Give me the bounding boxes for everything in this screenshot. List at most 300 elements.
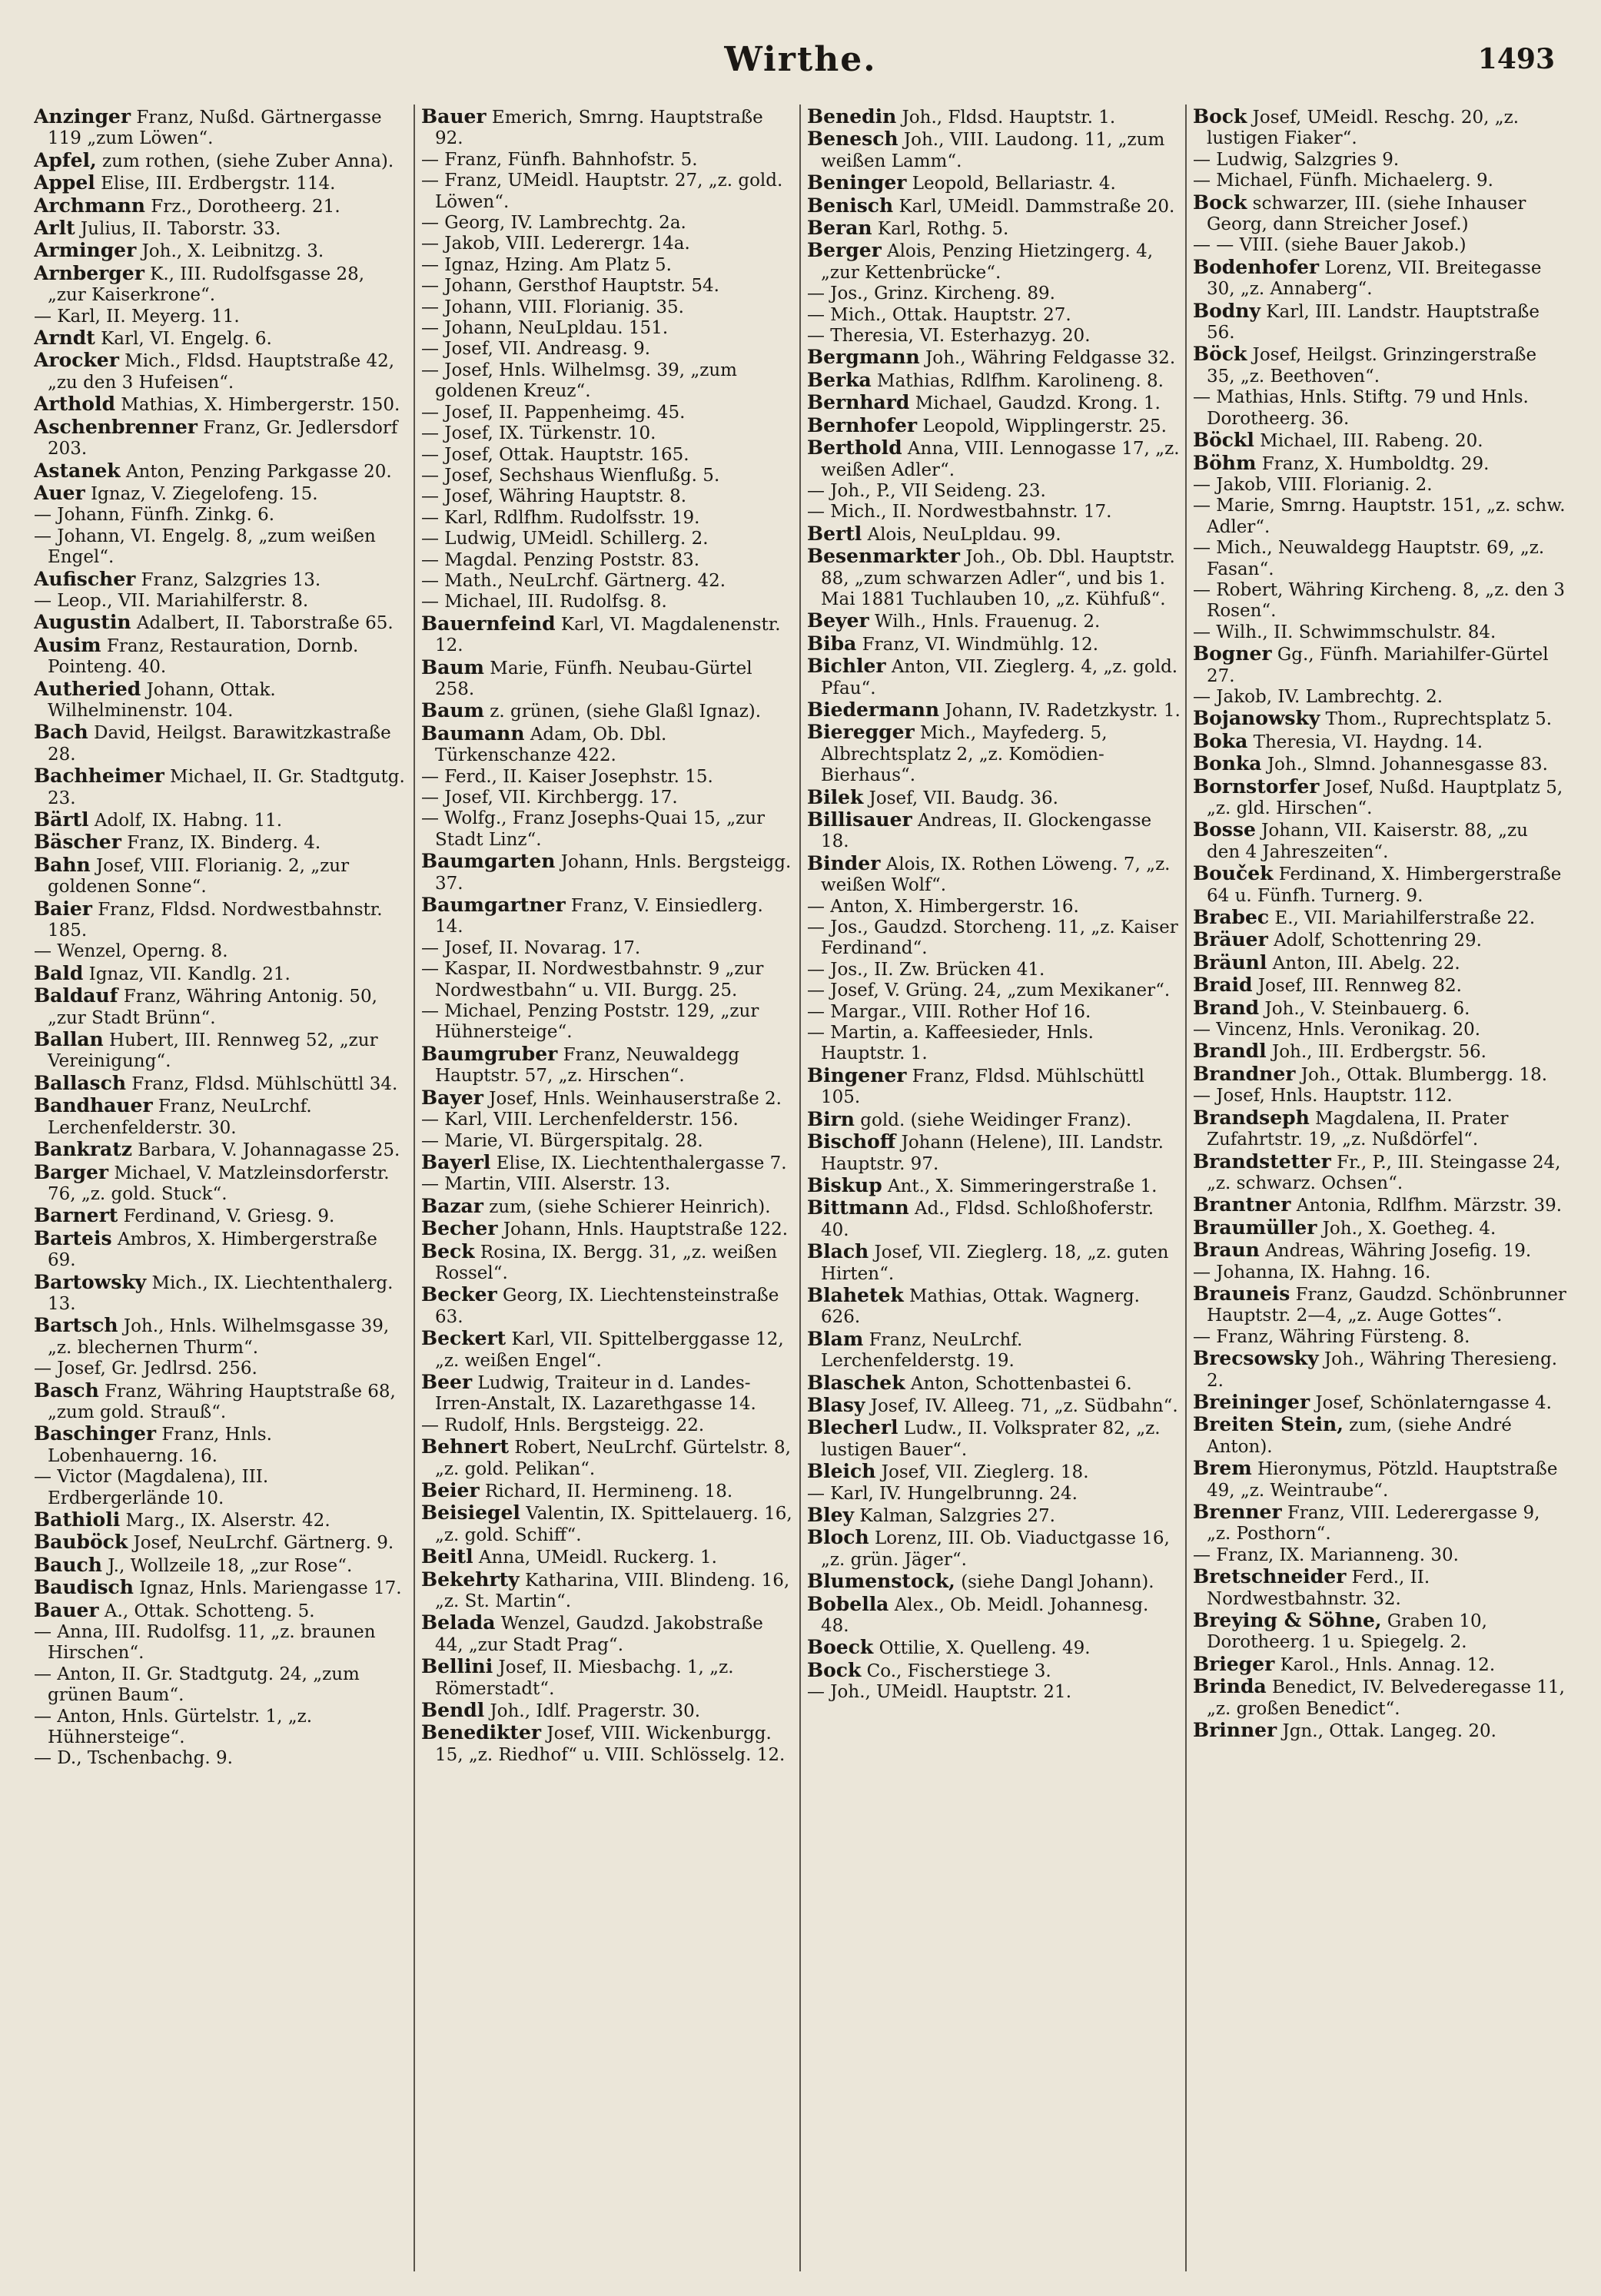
entry-name: Baumgartner <box>421 894 566 917</box>
entry-name: Beisiegel <box>421 1501 520 1525</box>
entry-details: Franz Josephs-Quai 15, „zur Stadt Linz“. <box>435 808 766 850</box>
directory-entry <box>34 569 407 591</box>
entry-name: Belada <box>421 1611 496 1634</box>
entry-details: Hnls. Hauptstr. 112. <box>1264 1086 1453 1107</box>
directory-entry <box>421 1656 795 1700</box>
entry-details: Franz, Hnls. Lobenhauerng. 16. <box>48 1425 272 1466</box>
directory-entry <box>421 360 795 403</box>
directory-entry <box>421 106 795 150</box>
directory-entry <box>807 787 1181 809</box>
entry-name: Apfel, <box>34 148 97 171</box>
entry-details: E., VII. Mariahilferstraße 22. <box>1269 908 1536 929</box>
entry-name: Becker <box>421 1283 497 1306</box>
entry-name: — Johann, <box>421 318 513 339</box>
directory-entry <box>1193 106 1566 150</box>
entry-details: a. Kaffeesieder, Hnls. Hauptstr. 1. <box>821 1023 1094 1064</box>
directory-entry <box>807 217 1181 240</box>
directory-entry <box>1193 907 1566 929</box>
entry-details: Joh., Ob. Dbl. Hauptstr. 88, „zum schwarzen Adler“, und bis 1. Mai 1881 Tuchlauben 10, „z. Kühfuß“. <box>821 547 1175 609</box>
entry-details: Johann (Helene), III. Landstr. Hauptstr. 97. <box>821 1133 1164 1174</box>
directory-entry <box>421 508 795 529</box>
directory-entry <box>1193 687 1566 708</box>
directory-entry <box>1193 1063 1566 1086</box>
directory-entry <box>421 938 795 959</box>
directory-entry <box>1193 171 1566 191</box>
directory-entry <box>807 1065 1181 1109</box>
directory-entry <box>1193 1040 1566 1063</box>
entry-details: Mathias, Rdlfhm. Karolineng. 8. <box>871 370 1164 391</box>
entry-name: Bazar <box>421 1194 483 1217</box>
entry-details: Franz, X. Humboldtg. 29. <box>1256 453 1490 474</box>
entry-details: Joh., III. Erdbergstr. 56. <box>1266 1042 1486 1063</box>
directory-entry <box>421 1612 795 1656</box>
entry-details: UMeidl. Hauptstr. 27, „z. gold. Löwen“. <box>435 171 783 212</box>
directory-entry <box>807 655 1181 699</box>
entry-details: Gersthof Hauptstr. 54. <box>512 276 719 297</box>
entry-details: Gr. Jedlrsd. 256. <box>105 1359 257 1379</box>
entry-name: — Josef, <box>421 360 493 380</box>
directory-entry <box>807 370 1181 392</box>
entry-details: Anton, Schottenbastei 6. <box>905 1373 1132 1394</box>
entry-name: Becher <box>421 1217 498 1240</box>
directory-entry <box>34 765 407 809</box>
entry-name: Blaschek <box>807 1371 905 1394</box>
directory-entry <box>807 240 1181 284</box>
entry-name: Bonka <box>1193 752 1262 775</box>
entry-details: II. Nordwestbahnstr. 17. <box>886 502 1112 523</box>
directory-entry <box>421 1152 795 1174</box>
directory-entry <box>807 195 1181 217</box>
directory-entry <box>807 284 1181 304</box>
directory-entry <box>421 255 795 276</box>
entry-name: Bandhauer <box>34 1094 153 1117</box>
entry-name: Bräuer <box>1193 928 1268 951</box>
entry-details: Josef, VII. Zieglerg. 18. <box>875 1462 1089 1483</box>
entry-name: — Mich., <box>807 502 887 523</box>
entry-details: Fr., P., III. Steingasse 24, „z. schwarz. Ochsen“. <box>1207 1152 1561 1193</box>
entry-details: gold. (siehe Weidinger Franz). <box>854 1110 1132 1130</box>
entry-details: Salzgries 9. <box>1288 149 1400 170</box>
entry-details: Franz, Restauration, Dornb. Pointeng. 40. <box>48 635 359 678</box>
entry-details: Ignaz, VII. Kandlg. 21. <box>83 964 291 984</box>
entry-name: — Marie, <box>1193 496 1275 516</box>
directory-entry <box>34 195 407 217</box>
entry-details: NeuLrchf. Gärtnerg. 42. <box>503 570 726 591</box>
entry-details: Gg., Fünfh. Mariahilfer-Gürtel 27. <box>1207 645 1549 686</box>
directory-entry <box>421 788 795 808</box>
directory-entry <box>807 1417 1181 1461</box>
entry-name: — Margar., <box>807 1001 908 1022</box>
entry-name: — Ignaz, <box>421 254 500 275</box>
entry-details: Elise, IX. Liechtenthalergasse 7. <box>490 1153 787 1173</box>
directory-entry <box>421 592 795 612</box>
entry-details: Ferdinand, X. Himbergerstraße 64 u. Fünfh. Turnerg. 9. <box>1207 864 1562 906</box>
directory-entry <box>34 307 407 327</box>
entry-name: Benedin <box>807 106 897 128</box>
entry-name: Bald <box>34 961 84 984</box>
directory-entry <box>807 633 1181 655</box>
entry-details: Karl, VI. Engelg. 6. <box>95 329 272 350</box>
entry-details: Magdalena, II. Prater Zufahrtstr. 19, „z. Nußdörfel“. <box>1207 1108 1509 1150</box>
directory-entry <box>1193 453 1566 475</box>
entry-name: — — <box>1193 235 1234 256</box>
entry-name: — Johann, <box>421 276 513 297</box>
entry-details: Ignaz, V. Ziegelofeng. 15. <box>85 483 318 504</box>
entry-details: Josef, II. Miesbachg. 1, „z. Römerstadt“. <box>435 1657 734 1699</box>
entry-details: Josef, VIII. Florianig. 2, „zur goldenen Sonne“. <box>48 855 350 897</box>
directory-entry <box>421 213 795 234</box>
entry-details: (Magdalena), III. Erdbergerlände 10. <box>48 1467 269 1508</box>
entry-name: Appel <box>34 171 95 194</box>
entry-name: Arlt <box>34 217 75 240</box>
entry-name: — Jos., <box>807 917 869 938</box>
column-2 <box>421 106 795 1766</box>
entry-details: zum, (siehe André Anton). <box>1207 1415 1512 1457</box>
directory-entry <box>421 1218 795 1240</box>
directory-entry <box>34 1748 407 1769</box>
entry-name: Bauernfeind <box>421 612 556 635</box>
directory-entry <box>807 1505 1181 1527</box>
directory-entry <box>807 699 1181 722</box>
directory-entry <box>34 635 407 679</box>
directory-entry <box>421 1196 795 1218</box>
entry-details: Smrng. Hauptstr. 151, „z. schw. Adler“. <box>1207 496 1566 537</box>
entry-details: IV. Lambrechtg. 2. <box>1272 686 1443 707</box>
entry-details: Mich., Fldsd. Hauptstraße 42, „zu den 3 Hufeisen“. <box>48 351 395 393</box>
entry-details: Joh., Ottak. Blumbergg. 18. <box>1295 1064 1548 1085</box>
directory-entry <box>34 985 407 1029</box>
directory-entry <box>421 297 795 318</box>
entry-name: Baumgarten <box>421 850 556 873</box>
entry-name: Bley <box>807 1504 855 1526</box>
directory-entry <box>1193 819 1566 863</box>
entry-details: zum rothen, (siehe Zuber Anna). <box>96 151 394 171</box>
entry-details: UMeidl. Hauptstr. 21. <box>870 1682 1072 1703</box>
entry-name: Bock <box>1193 191 1247 214</box>
entry-name: Baudisch <box>34 1576 134 1599</box>
directory-entry <box>34 1095 407 1139</box>
entry-name: — Wolfg., <box>421 808 507 829</box>
entry-name: Astanek <box>34 459 121 482</box>
entry-name: Brauneis <box>1193 1282 1290 1305</box>
entry-details: Barbara, V. Johannagasse 25. <box>131 1140 400 1161</box>
entry-details: Josef, Schönlaterngasse 4. <box>1310 1392 1552 1413</box>
entry-name: Arthold <box>34 393 115 416</box>
directory-entry <box>34 1029 407 1073</box>
entry-details: Währing Fürsteng. 8. <box>1274 1326 1470 1347</box>
directory-entry <box>1193 430 1566 452</box>
directory-entry <box>34 941 407 962</box>
entry-name: Besenmarkter <box>807 545 960 568</box>
entry-name: Bach <box>34 721 88 744</box>
directory-entry <box>1193 580 1566 622</box>
entry-name: — Josef, <box>34 1359 106 1379</box>
entry-name: Baum <box>421 655 484 679</box>
directory-entry <box>34 963 407 985</box>
directory-entry <box>34 1509 407 1531</box>
directory-entry <box>421 1372 795 1415</box>
entry-details: Marie, Fünfh. Neubau-Gürtel 258. <box>435 658 752 699</box>
directory-entry <box>421 1546 795 1568</box>
directory-entry <box>1193 1654 1566 1676</box>
directory-entry <box>1193 343 1566 387</box>
directory-entry <box>34 460 407 483</box>
entry-name: — Johann, <box>34 505 125 526</box>
entry-details: Alois, Penzing Hietzingerg. 4, „zur Kettenbrücke“. <box>821 241 1154 283</box>
entry-name: Braid <box>1193 974 1253 997</box>
directory-entry <box>34 1205 407 1227</box>
entry-details: Franz, V. Einsiedlerg. 14. <box>435 896 763 937</box>
directory-entry <box>34 172 407 194</box>
entry-name: Autheried <box>34 677 141 700</box>
entry-details: Josef, Heilgst. Grinzingerstraße 35, „z. Beethoven“. <box>1207 345 1537 387</box>
entry-details: Johann, Hnls. Hauptstraße 122. <box>497 1219 789 1240</box>
directory-entry <box>807 917 1181 960</box>
directory-entry <box>421 403 795 423</box>
entry-name: Bachheimer <box>34 765 164 788</box>
entry-name: Berger <box>807 239 882 262</box>
entry-details: Georg, IX. Liechtensteinstraße 63. <box>435 1286 779 1327</box>
entry-name: Biba <box>807 632 857 655</box>
entry-details: Franz, Neuwaldegg Hauptstr. 57, „z. Hirschen“. <box>435 1044 739 1087</box>
directory-entry <box>807 1372 1181 1395</box>
entry-details: Operng. 8. <box>126 941 228 962</box>
directory-entry <box>34 591 407 612</box>
entry-name: Boka <box>1193 729 1248 752</box>
entry-name: — Ferd., <box>421 766 497 787</box>
directory-entry <box>34 1073 407 1095</box>
entry-name: Brinner <box>1193 1719 1277 1742</box>
directory-entry <box>34 809 407 831</box>
directory-entry <box>807 502 1181 523</box>
entry-details: Währing Hauptstr. 8. <box>493 486 687 507</box>
entry-name: Beyer <box>807 609 869 632</box>
entry-name: — Josef, <box>421 423 493 444</box>
entry-details: Joh., Währing Feldgasse 32. <box>919 348 1176 369</box>
directory-entry <box>421 423 795 444</box>
entry-name: Bilek <box>807 785 864 808</box>
entry-name: — Michael, <box>421 1001 522 1022</box>
directory-entry <box>1193 1327 1566 1348</box>
directory-entry <box>1193 1392 1566 1414</box>
directory-entry <box>1193 1545 1566 1566</box>
entry-name: Bingener <box>807 1063 907 1087</box>
entry-details: Katharina, VIII. Blindeng. 16, „z. St. Martin“. <box>435 1570 790 1612</box>
entry-details: Michael, V. Matzleinsdorferstr. 76, „z. gold. Stuck“. <box>48 1163 390 1204</box>
entry-details: II. Novarag. 17. <box>493 937 641 958</box>
entry-name: Bock <box>807 1658 862 1681</box>
entry-details: V. Grüng. 24, „zum Mexikaner“. <box>879 980 1171 1001</box>
entry-name: Benedikter <box>421 1721 542 1744</box>
entry-details: Joh., Fldsd. Hauptstr. 1. <box>896 108 1116 128</box>
directory-entry <box>1193 300 1566 344</box>
entry-details: II. Gr. Stadtgutg. 24, „zum grünen Baum“. <box>48 1664 360 1706</box>
entry-details: IX. Hahng. 16. <box>1294 1262 1431 1282</box>
entry-name: Beier <box>421 1479 480 1501</box>
directory-entry <box>421 1480 795 1502</box>
entry-details: Leopold, Bellariastr. 4. <box>906 174 1116 194</box>
directory-entry <box>34 722 407 765</box>
entry-name: — Mathias, <box>1193 387 1294 408</box>
directory-entry <box>807 305 1181 326</box>
entry-details: II. Pappenheimg. 45. <box>493 402 686 423</box>
entry-details: Mathias, Ottak. Wagnerg. 626. <box>821 1286 1140 1328</box>
entry-details: Hnls. Veronikag. 20. <box>1292 1020 1481 1040</box>
directory-entry <box>34 1707 407 1749</box>
entry-name: Bodenhofer <box>1193 255 1320 278</box>
directory-entry <box>807 853 1181 897</box>
directory-entry <box>1193 776 1566 820</box>
entry-name: Binder <box>807 851 881 874</box>
directory-entry <box>1193 496 1566 538</box>
entry-name: Bouček <box>1193 862 1274 885</box>
entry-name: Berthold <box>807 436 902 460</box>
entry-name: — Karl, <box>421 1110 488 1130</box>
entry-details: VII. Kirchbergg. 17. <box>493 788 678 808</box>
entry-name: Brand <box>1193 996 1260 1019</box>
directory-entry <box>807 1285 1181 1329</box>
directory-entry <box>34 1423 407 1467</box>
directory-entry <box>421 171 795 213</box>
directory-entry <box>421 1043 795 1087</box>
entry-name: Billisauer <box>807 808 912 831</box>
directory-entry <box>1193 753 1566 775</box>
column-4 <box>1193 106 1566 1742</box>
entry-details: Joh., Hnls. Wilhelmsgasse 39, „z. blechernen Thurm“. <box>48 1316 390 1358</box>
entry-name: Bodny <box>1193 299 1261 322</box>
entry-details: Joh., VIII. Laudong. 11, „zum weißen Lamm“. <box>821 130 1165 171</box>
directory-entry <box>421 1241 795 1285</box>
column-3 <box>807 106 1181 1704</box>
entry-details: Josef, VIII. Wickenburgg. 15, „z. Riedhof“ u. VIII. Schlösselg. 12. <box>435 1724 786 1765</box>
entry-details: Hnls. Stiftg. 79 und Hnls. Dorotheerg. 36. <box>1207 387 1529 429</box>
entry-name: Baschinger <box>34 1422 157 1445</box>
directory-entry <box>1193 974 1566 997</box>
entry-details: Fünfh. Bahnhofstr. 5. <box>502 149 698 170</box>
entry-details: Andreas, II. Glockengasse 18. <box>821 811 1152 852</box>
directory-entry <box>807 1002 1181 1023</box>
entry-details: Rdlfhm. Rudolfsstr. 19. <box>487 507 700 528</box>
directory-entry <box>421 767 795 788</box>
entry-name: Baumgruber <box>421 1042 558 1065</box>
entry-details: VIII. Florianig. 2. <box>1272 474 1433 495</box>
entry-name: Brandseph <box>1193 1106 1310 1129</box>
entry-name: Braumüller <box>1193 1216 1317 1239</box>
entry-name: — Victor <box>34 1467 111 1488</box>
entry-name: Benesch <box>807 128 898 151</box>
entry-details: Josef, VII. Zieglerg. 18, „z. guten Hirten“. <box>821 1243 1169 1284</box>
directory-entry <box>807 392 1181 414</box>
directory-entry <box>807 1571 1181 1593</box>
entry-details: Fünfh. Zinkg. 6. <box>125 505 275 526</box>
entry-details: Antonia, Rdlfhm. Märzstr. 39. <box>1290 1196 1563 1216</box>
entry-details: Josef, III. Rennweg 82. <box>1252 976 1462 997</box>
entry-details: A., Ottak. Schotteng. 5. <box>98 1601 315 1621</box>
directory-entry <box>807 809 1181 853</box>
directory-entry <box>34 150 407 172</box>
directory-entry <box>34 350 407 393</box>
directory-entry <box>34 1622 407 1664</box>
entry-name: Behnert <box>421 1435 510 1458</box>
entry-name: Archmann <box>34 194 145 217</box>
directory-entry <box>421 550 795 571</box>
entry-details: Michael, II. Gr. Stadtgutg. 23. <box>48 767 405 808</box>
directory-entry <box>1193 150 1566 171</box>
entry-name: Bauer <box>421 106 487 128</box>
directory-entry <box>1193 192 1566 236</box>
entry-name: — Joh., <box>807 1682 871 1703</box>
entry-name: — Anton, <box>34 1664 116 1684</box>
entry-name: Bock <box>1193 106 1247 128</box>
entry-name: Benisch <box>807 194 894 217</box>
entry-details: Franz, Nußd. Gärtnergasse 119 „zum Löwen“. <box>48 108 382 149</box>
entry-details: zum, (siehe Schierer Heinrich). <box>483 1196 771 1217</box>
directory-entry <box>34 106 407 150</box>
directory-entry <box>34 679 407 722</box>
entry-name: Blasy <box>807 1393 865 1416</box>
entry-details: Leopold, Wipplingerstr. 25. <box>917 416 1167 436</box>
entry-name: Breying & Söhne, <box>1193 1609 1382 1632</box>
directory-entry <box>34 1531 407 1554</box>
entry-name: Blecherl <box>807 1416 898 1439</box>
entry-details: Karl, VI. Magdalenenstr. 12. <box>435 614 781 656</box>
entry-name: Bartowsky <box>34 1270 147 1293</box>
directory-entry <box>1193 1020 1566 1040</box>
directory-entry <box>807 1461 1181 1483</box>
entry-name: Barger <box>34 1160 109 1183</box>
entry-name: — Anton, <box>34 1706 116 1727</box>
directory-entry <box>421 894 795 938</box>
entry-details: Franz, Währing Antonig. 50, „zur Stadt Brünn“. <box>48 987 377 1028</box>
entry-name: — Jos., <box>807 284 869 304</box>
entry-details: UMeidl. Schillerg. 2. <box>517 529 709 549</box>
entry-details: Lorenz, III. Ob. Viaductgasse 16, „z. grün. Jäger“. <box>821 1528 1170 1570</box>
directory-entry <box>1193 1501 1566 1545</box>
entry-details: P., VII Seideng. 23. <box>870 480 1046 501</box>
directory-entry <box>807 1241 1181 1285</box>
entry-details: VI. Engelg. 8, „zum weißen Engel“. <box>48 526 376 568</box>
entry-name: Boeck <box>807 1636 874 1659</box>
entry-details: Karl, III. Landstr. Hauptstraße 56. <box>1207 301 1540 343</box>
entry-details: Franz, Fldsd. Mühlschüttl 34. <box>126 1073 398 1094</box>
entry-details: Franz, Salzgries 13. <box>135 569 321 590</box>
entry-name: Breininger <box>1193 1390 1310 1413</box>
directory-entry <box>421 1174 795 1195</box>
entry-details: Joh., Idlf. Pragerstr. 30. <box>484 1701 701 1722</box>
column-divider <box>1185 105 1187 2271</box>
directory-entry <box>807 1484 1181 1505</box>
column-divider <box>799 105 801 2271</box>
entry-details: Wenzel, Gaudzd. Jakobstraße 44, „zur Stadt Prag“. <box>435 1614 763 1655</box>
entry-details: David, Heilgst. Barawitzkastraße 28. <box>48 723 391 765</box>
directory-entry <box>421 339 795 360</box>
entry-name: Brenner <box>1193 1501 1282 1523</box>
directory-entry <box>1193 643 1566 687</box>
entry-name: Brandl <box>1193 1040 1267 1063</box>
entry-details: Karl, VII. Spittelberggasse 12, „z. weißen Engel“. <box>435 1329 784 1371</box>
entry-name: Biedermann <box>807 698 940 721</box>
entry-name: — Theresia, <box>807 326 914 347</box>
directory-entry <box>34 1228 407 1272</box>
directory-entry <box>421 723 795 767</box>
entry-details: Mich., Mayfederg. 5, Albrechtsplatz 2, „z. Komödien-Bierhaus“. <box>821 723 1108 786</box>
entry-details: Anton, VII. Zieglerg. 4, „z. gold. Pfau“. <box>821 657 1178 698</box>
entry-name: — Kaspar, <box>421 959 512 980</box>
entry-details: IV. Hungelbrunng. 24. <box>873 1483 1078 1504</box>
entry-details: Emerich, Smrng. Hauptstraße 92. <box>435 108 763 149</box>
entry-details: Ignaz, Hnls. Mariengasse 17. <box>133 1578 402 1599</box>
entry-name: — Georg, <box>421 213 506 234</box>
